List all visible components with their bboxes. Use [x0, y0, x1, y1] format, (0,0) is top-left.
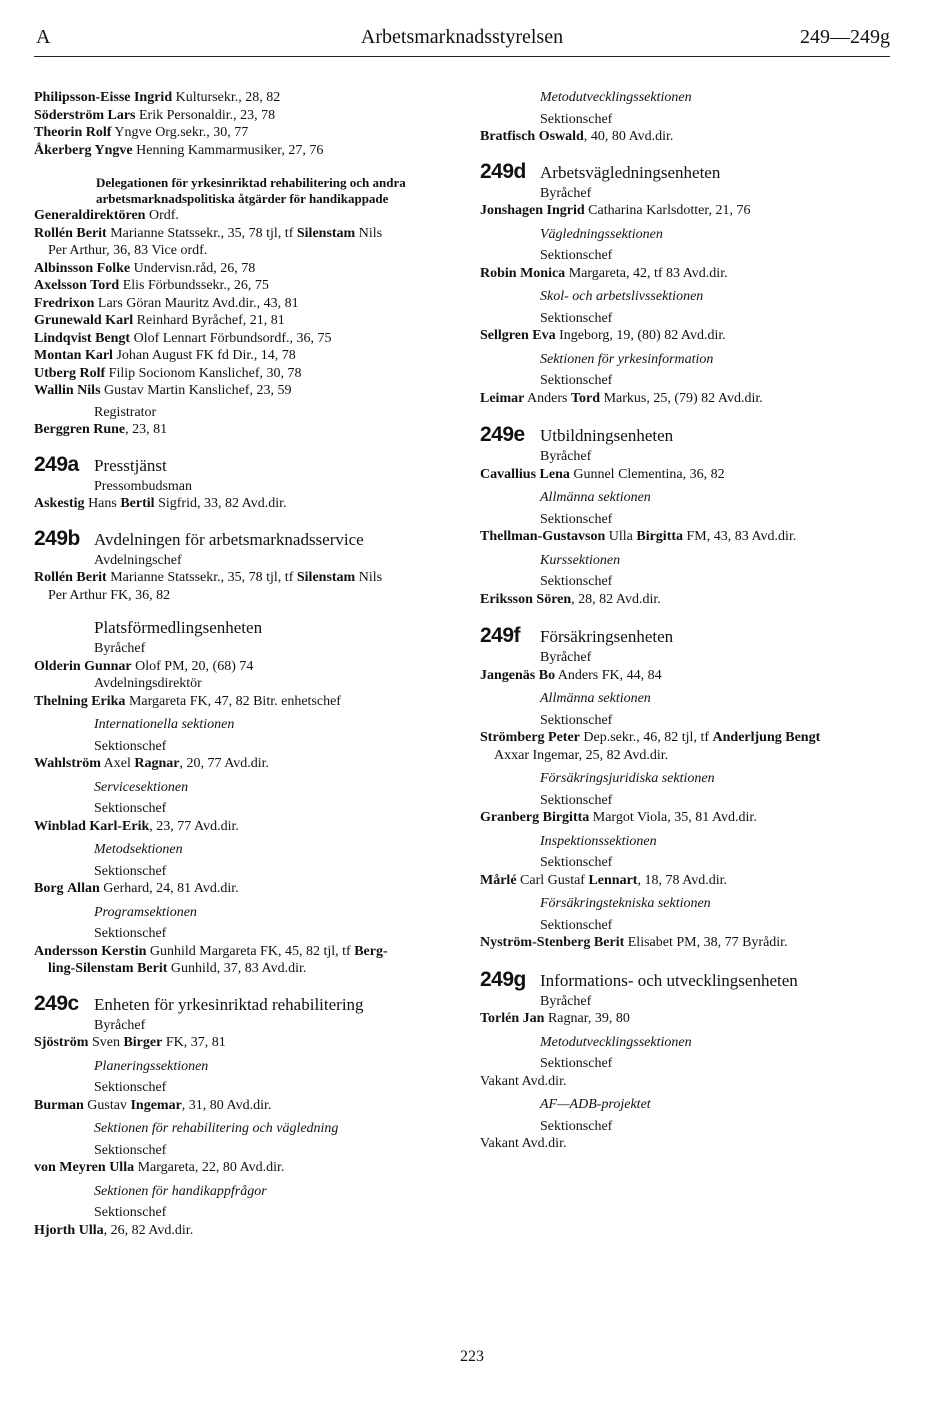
section-letter: A	[36, 26, 51, 48]
role-title: Sektionschef	[94, 1142, 167, 1158]
entry: Wahlström Axel Ragnar, 20, 77 Avd.dir.	[34, 756, 270, 771]
role-title: Sektionschef	[540, 855, 613, 870]
subsection-title: Servicesektionen	[94, 779, 189, 795]
entry: Robin Monica Margareta, 42, tf 83 Avd.dir.	[480, 265, 728, 281]
role-title: Sektionschef	[540, 792, 613, 808]
role-title: Byråchef	[94, 641, 146, 656]
role-title: Sektionschef	[94, 1205, 167, 1220]
entry: Grunewald Karl Reinhard Byråchef, 21, 81	[34, 313, 285, 328]
role-title: Sektionschef	[94, 1080, 167, 1095]
role-title: Sektionschef	[540, 511, 613, 527]
role-title: Byråchef	[540, 449, 592, 464]
role-title: Byråchef	[540, 993, 592, 1009]
section-range: 249—249g	[800, 26, 890, 48]
role-title: Sektionschef	[540, 712, 613, 728]
entry: Vakant Avd.dir.	[480, 1136, 567, 1151]
subsection-title: Metodutvecklingssektionen	[540, 1034, 692, 1050]
subsections	[34, 1052, 454, 1240]
role-title: Sektionschef	[94, 926, 167, 941]
entry: Leimar Anders Tord Markus, 25, (79) 82 Avd.dir.	[480, 390, 763, 406]
subsections	[480, 483, 900, 608]
role-title: Sektionschef	[540, 373, 613, 388]
entry: Burman Gustav Ingemar, 31, 80 Avd.dir.	[34, 1097, 272, 1113]
subsection-title: Metodsektionen	[94, 842, 183, 857]
role-title: Sektionschef	[540, 1056, 613, 1071]
entry: Theorin Rolf Yngve Org.sekr., 30, 77	[34, 125, 249, 140]
entry: Granberg Birgitta Margot Viola, 35, 81 Avd.dir.	[480, 810, 757, 825]
role-title: Sektionschef	[94, 801, 167, 816]
entry: Söderström Lars Erik Personaldir., 23, 78	[34, 107, 276, 123]
role-title: Sektionschef	[540, 917, 613, 933]
entry: Andersson Kerstin Gunhild Margareta FK, 45, 82 tjl, tf Berg-	[34, 943, 388, 959]
subsection-title: Sektionen för yrkesinformation	[540, 351, 714, 367]
entry: Mårlé Carl Gustaf Lennart, 18, 78 Avd.dir.	[480, 872, 728, 888]
entry: Fredrixon Lars Göran Mauritz Avd.dir., 43, 81	[34, 295, 299, 311]
subsection-title: Allmänna sektionen	[540, 490, 651, 505]
entry: Torlén Jan Ragnar, 39, 80	[480, 1011, 630, 1026]
page-number: 223	[460, 1348, 484, 1365]
subsection-title: Försäkringsjuridiska sektionen	[540, 771, 715, 786]
subsection-title: Metodutvecklingssektionen	[540, 90, 692, 105]
role-title: Sektionschef	[540, 574, 613, 589]
section-heading-249c: 249c Enheten för yrkesinriktad rehabilitering	[34, 991, 364, 1015]
subsection-title: Sektionen för handikappfrågor	[94, 1183, 267, 1199]
subsection-title: Kurssektionen	[540, 552, 621, 568]
section-heading-249f: 249f Försäkringsenheten	[480, 624, 674, 647]
entry: Lindqvist Bengt Olof Lennart Förbundsordf., 36, 75	[34, 330, 332, 346]
role-title: Avdelningschef	[94, 552, 182, 568]
role-title: Sektionschef	[94, 738, 167, 754]
entry: Olderin Gunnar Olof PM, 20, (68) 74	[34, 658, 254, 674]
section-heading-249a: 249a Presstjänst	[34, 452, 167, 476]
section-heading-249g: 249g Informations- och utvecklingsenheten	[480, 967, 798, 991]
entry: Jonshagen Ingrid Catharina Karlsdotter, 21, 76	[480, 203, 751, 218]
entry: Berggren Rune, 23, 81	[34, 422, 168, 437]
role-title: Byråchef	[94, 1017, 146, 1033]
entry: Eriksson Sören, 28, 82 Avd.dir.	[480, 591, 661, 607]
entry-continuation: Per Arthur FK, 36, 82	[48, 587, 171, 603]
section-heading-249b: 249b Avdelningen för arbetsmarknadsservice	[34, 526, 364, 550]
entry: Nyström-Stenberg Berit Elisabet PM, 38, 77 Byrådir.	[480, 935, 788, 950]
entry-continuation: Per Arthur, 36, 83 Vice ordf.	[48, 243, 208, 258]
left-column	[34, 89, 454, 1239]
role-title: Sektionschef	[540, 248, 613, 263]
subsection-title: Inspektionssektionen	[540, 833, 657, 849]
entry: Montan Karl Johan August FK fd Dir., 14, 78	[34, 348, 296, 363]
entry: Winblad Karl-Erik, 23, 77 Avd.dir.	[34, 818, 239, 834]
role-title: Byråchef	[540, 185, 592, 201]
role-title: Sektionschef	[540, 1118, 613, 1134]
subsection-title: Sektionen för rehabilitering och vägledning	[94, 1121, 339, 1136]
role-title: Sektionschef	[540, 310, 613, 326]
role-title: Sektionschef	[540, 111, 613, 127]
entry: Åkerberg Yngve Henning Kammarmusiker, 27, 76	[34, 142, 324, 158]
subsection-title: Planeringssektionen	[94, 1058, 209, 1074]
entry: Sjöström Sven Birger FK, 37, 81	[34, 1035, 226, 1050]
entry: Askestig Hans Bertil Sigfrid, 33, 82 Avd.dir.	[34, 496, 287, 511]
entry: Sellgren Eva Ingeborg, 19, (80) 82 Avd.dir.	[480, 328, 726, 343]
entry-continuation: ling-Silenstam Berit Gunhild, 37, 83 Avd.dir.	[48, 961, 307, 976]
subsections	[34, 710, 454, 898]
subsection-title: Programsektionen	[94, 904, 197, 920]
entry: Generaldirektören Ordf.	[34, 208, 179, 223]
entry: Bratfisch Oswald, 40, 80 Avd.dir.	[480, 129, 674, 144]
role-title: Pressombudsman	[94, 478, 192, 494]
entry: Albinsson Folke Undervisn.råd, 26, 78	[34, 260, 256, 276]
entry-continuation: Axxar Ingemar, 25, 82 Avd.dir.	[494, 747, 669, 763]
subsections	[480, 764, 900, 952]
top-entries	[34, 89, 454, 159]
entry: Axelsson Tord Elis Förbundssekr., 26, 75	[34, 278, 269, 293]
subsections	[480, 1028, 900, 1153]
entry: Thelning Erika Margareta FK, 47, 82 Bitr. enhetschef	[34, 693, 341, 709]
right-column	[480, 89, 900, 1153]
entry: Hjorth Ulla, 26, 82 Avd.dir.	[34, 1222, 194, 1238]
entry: Utberg Rolf Filip Socionom Kanslichef, 30, 78	[34, 365, 302, 381]
running-header	[34, 26, 890, 57]
subsection-title: Allmänna sektionen	[540, 691, 651, 706]
entry: Thellman-Gustavson Ulla Birgitta FM, 43, 83 Avd.dir.	[480, 529, 797, 544]
role-title: Registrator	[94, 404, 157, 420]
entry: von Meyren Ulla Margareta, 22, 80 Avd.dir.	[34, 1160, 285, 1175]
role-title: Byråchef	[540, 650, 592, 665]
subsections	[480, 220, 900, 408]
subsection-title: Vägledningssektionen	[540, 226, 663, 242]
subsection-title: Internationella sektionen	[94, 717, 235, 732]
unit-heading: Platsförmedlingsenheten	[94, 618, 263, 637]
entry: Jangenäs Bo Anders FK, 44, 84	[480, 667, 662, 683]
subsection-title: AF—ADB-projektet	[540, 1097, 651, 1112]
subsection-title: Försäkringstekniska sektionen	[540, 896, 711, 911]
entry: Borg Allan Gerhard, 24, 81 Avd.dir.	[34, 881, 239, 896]
entry: Wallin Nils Gustav Martin Kanslichef, 23, 59	[34, 383, 292, 398]
role-title: Sektionschef	[94, 863, 167, 879]
page-title: Arbetsmarknadsstyrelsen	[360, 26, 564, 48]
section-heading-249d: 249d Arbetsvägledningsenheten	[480, 159, 721, 183]
entry: Rollén Berit Marianne Statssekr., 35, 78 tjl, tf Silenstam Nils	[34, 225, 383, 241]
section-heading-249e: 249e Utbildningsenheten	[480, 423, 674, 446]
entry: Rollén Berit Marianne Statssekr., 35, 78 tjl, tf Silenstam Nils	[34, 570, 383, 585]
role-title: Avdelningsdirektör	[94, 676, 202, 691]
delegation-members	[34, 260, 454, 400]
entry: Vakant Avd.dir.	[480, 1073, 567, 1089]
subsection-title: Skol- och arbetslivssektionen	[540, 289, 704, 304]
entry: Strömberg Peter Dep.sekr., 46, 82 tjl, tf Anderljung Bengt	[480, 730, 821, 745]
delegation-heading: Delegationen för yrkesinriktad rehabilitering och andra arbetsmarknadspolitiska åtgärder för handikappade	[96, 175, 406, 206]
entry: Philipsson-Eisse Ingrid Kultursekr., 28, 82	[34, 90, 281, 105]
entry: Cavallius Lena Gunnel Clementina, 36, 82	[480, 466, 725, 482]
